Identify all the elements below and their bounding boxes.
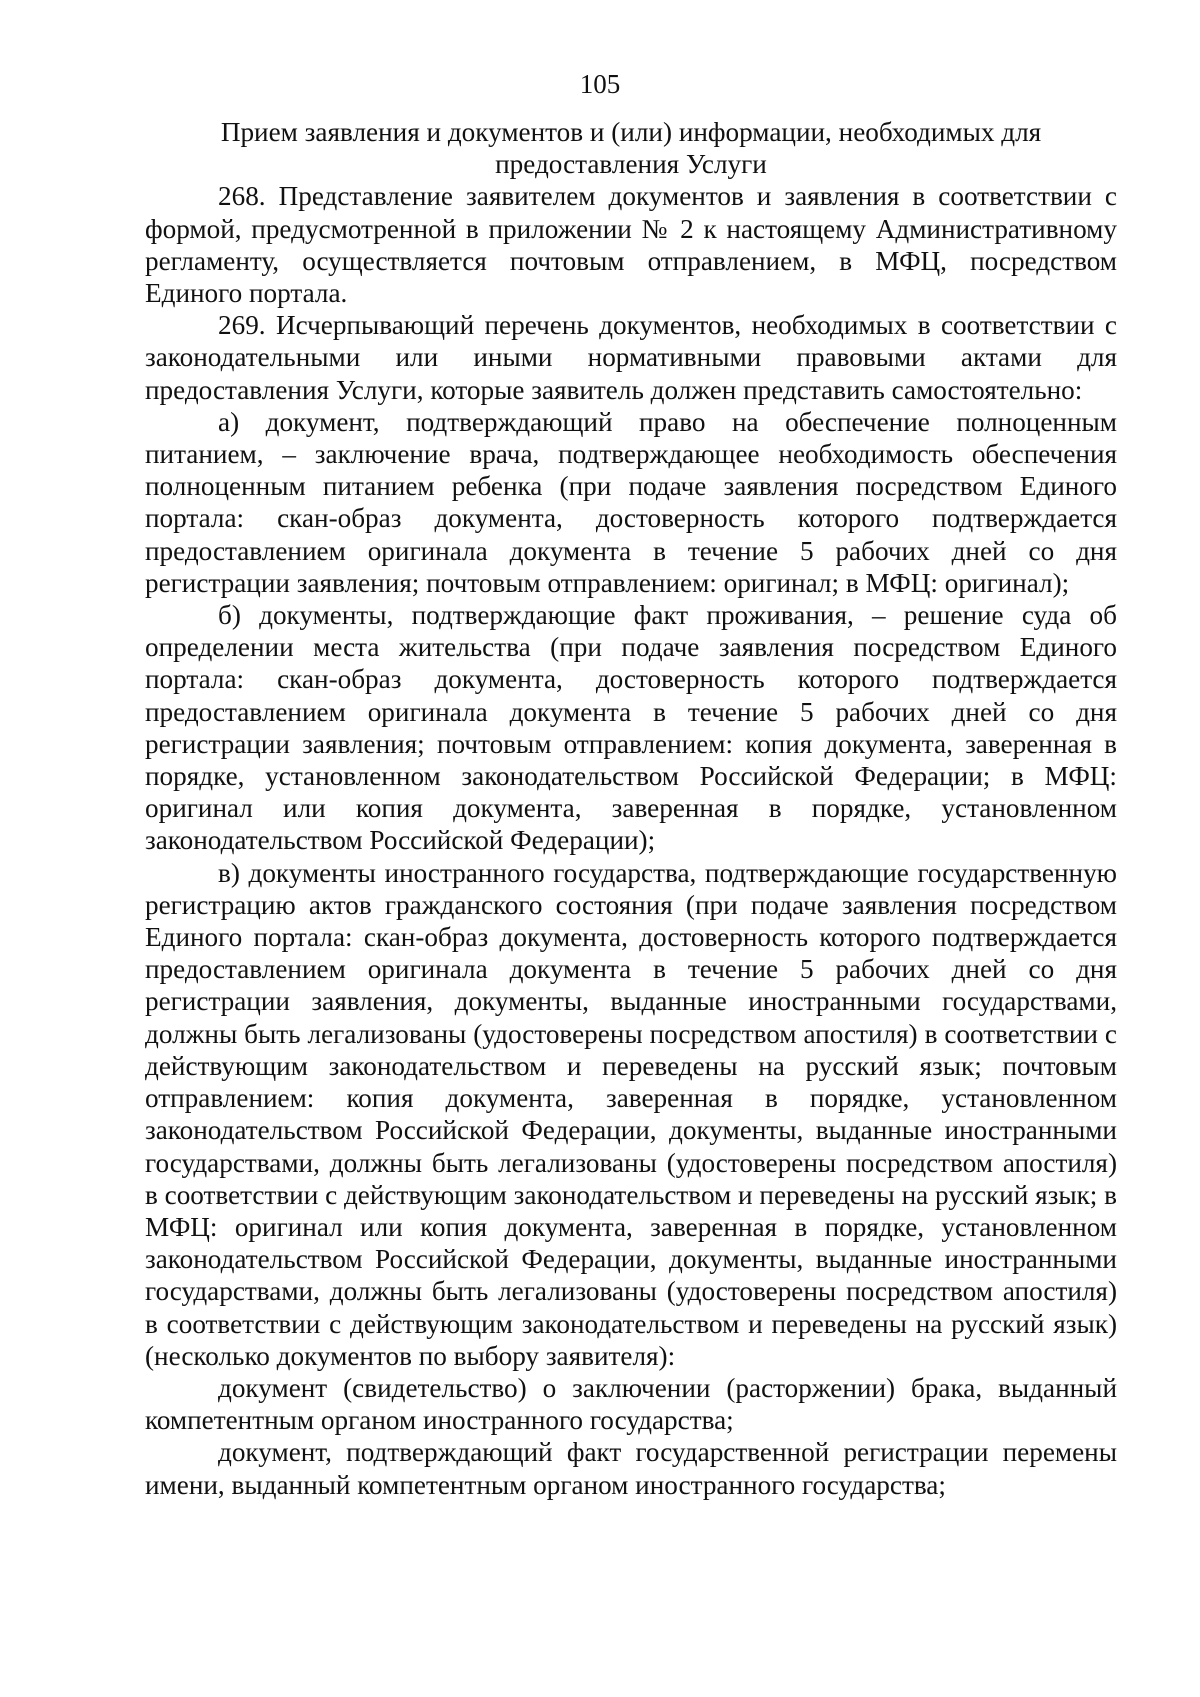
paragraph-268: 268. Представление заявителем документов и заявления в соответствии с формой, предусмотренной в приложении № 2 к настоящему Административному регламенту, осуществляется почтовым отправлением, в МФЦ, посредством Единого портала. bbox=[145, 181, 1117, 309]
section-title: Прием заявления и документов и (или) информации, необходимых для предоставления Услуги bbox=[220, 117, 1042, 180]
list-item-v: в) документы иностранного государства, подтверждающие государственную регистрацию актов гражданского состояния (при подаче заявления посредством Единого портала: скан-образ документа, достоверность которого подтверждается предоставлением оригинала документа в течение 5 рабочих дней со дня регистрации заявления, документы, выданные иностранными государствами, должны быть легализованы (удостоверены посредством апостиля) в соответствии с действующим законодательством и переведены на русский язык; почтовым отправлением: копия документа, заверенная в порядке, установленном законодательством Российской Федерации, документы, выданные иностранными государствами, должны быть легализованы (удостоверены посредством апостиля) в соответствии с действующим законодательством и переведены на русский язык; в МФЦ: оригинал или копия документа, заверенная в порядке, установленном законодательством Российской Федерации, документы, выданные иностранными государствами, должны быть легализованы (удостоверены посредством апостиля) в соответствии с действующим законодательством и переведены на русский язык) (несколько документов по выбору заявителя): bbox=[145, 857, 1117, 1371]
list-item-b: б) документы, подтверждающие факт проживания, – решение суда об определении места жительства (при подаче заявления посредством Единого портала: скан-образ документа, достоверность которого подтверждается предоставлением оригинала документа в течение 5 рабочих дней со дня регистрации заявления; почтовым отправлением: копия документа, заверенная в порядке, установленном законодательством Российской Федерации; в МФЦ: оригинал или копия документа, заверенная в порядке, установленном законодательством Российской Федерации); bbox=[145, 600, 1117, 856]
sub-item-marriage-document: документ (свидетельство) о заключении (расторжении) брака, выданный компетентным органом иностранного государства; bbox=[145, 1372, 1117, 1436]
list-item-a: а) документ, подтверждающий право на обеспечение полноценным питанием, – заключение врача, подтверждающее необходимость обеспечения полноценным питанием ребенка (при подаче заявления посредством Единого портала: скан-образ документа, достоверность которого подтверждается предоставлением оригинала документа в течение 5 рабочих дней со дня регистрации заявления; почтовым отправлением: оригинал; в МФЦ: оригинал); bbox=[145, 406, 1117, 598]
sub-item-name-change-document: документ, подтверждающий факт государственной регистрации перемены имени, выданный компетентным органом иностранного государства; bbox=[145, 1437, 1117, 1500]
document-body bbox=[145, 116, 1117, 1501]
paragraph-269: 269. Исчерпывающий перечень документов, необходимых в соответствии с законодательными или иными нормативными правовыми актами для предоставления Услуги, которые заявитель должен представить самостоятельно: bbox=[145, 310, 1117, 405]
page-number: 105 bbox=[579, 69, 621, 99]
